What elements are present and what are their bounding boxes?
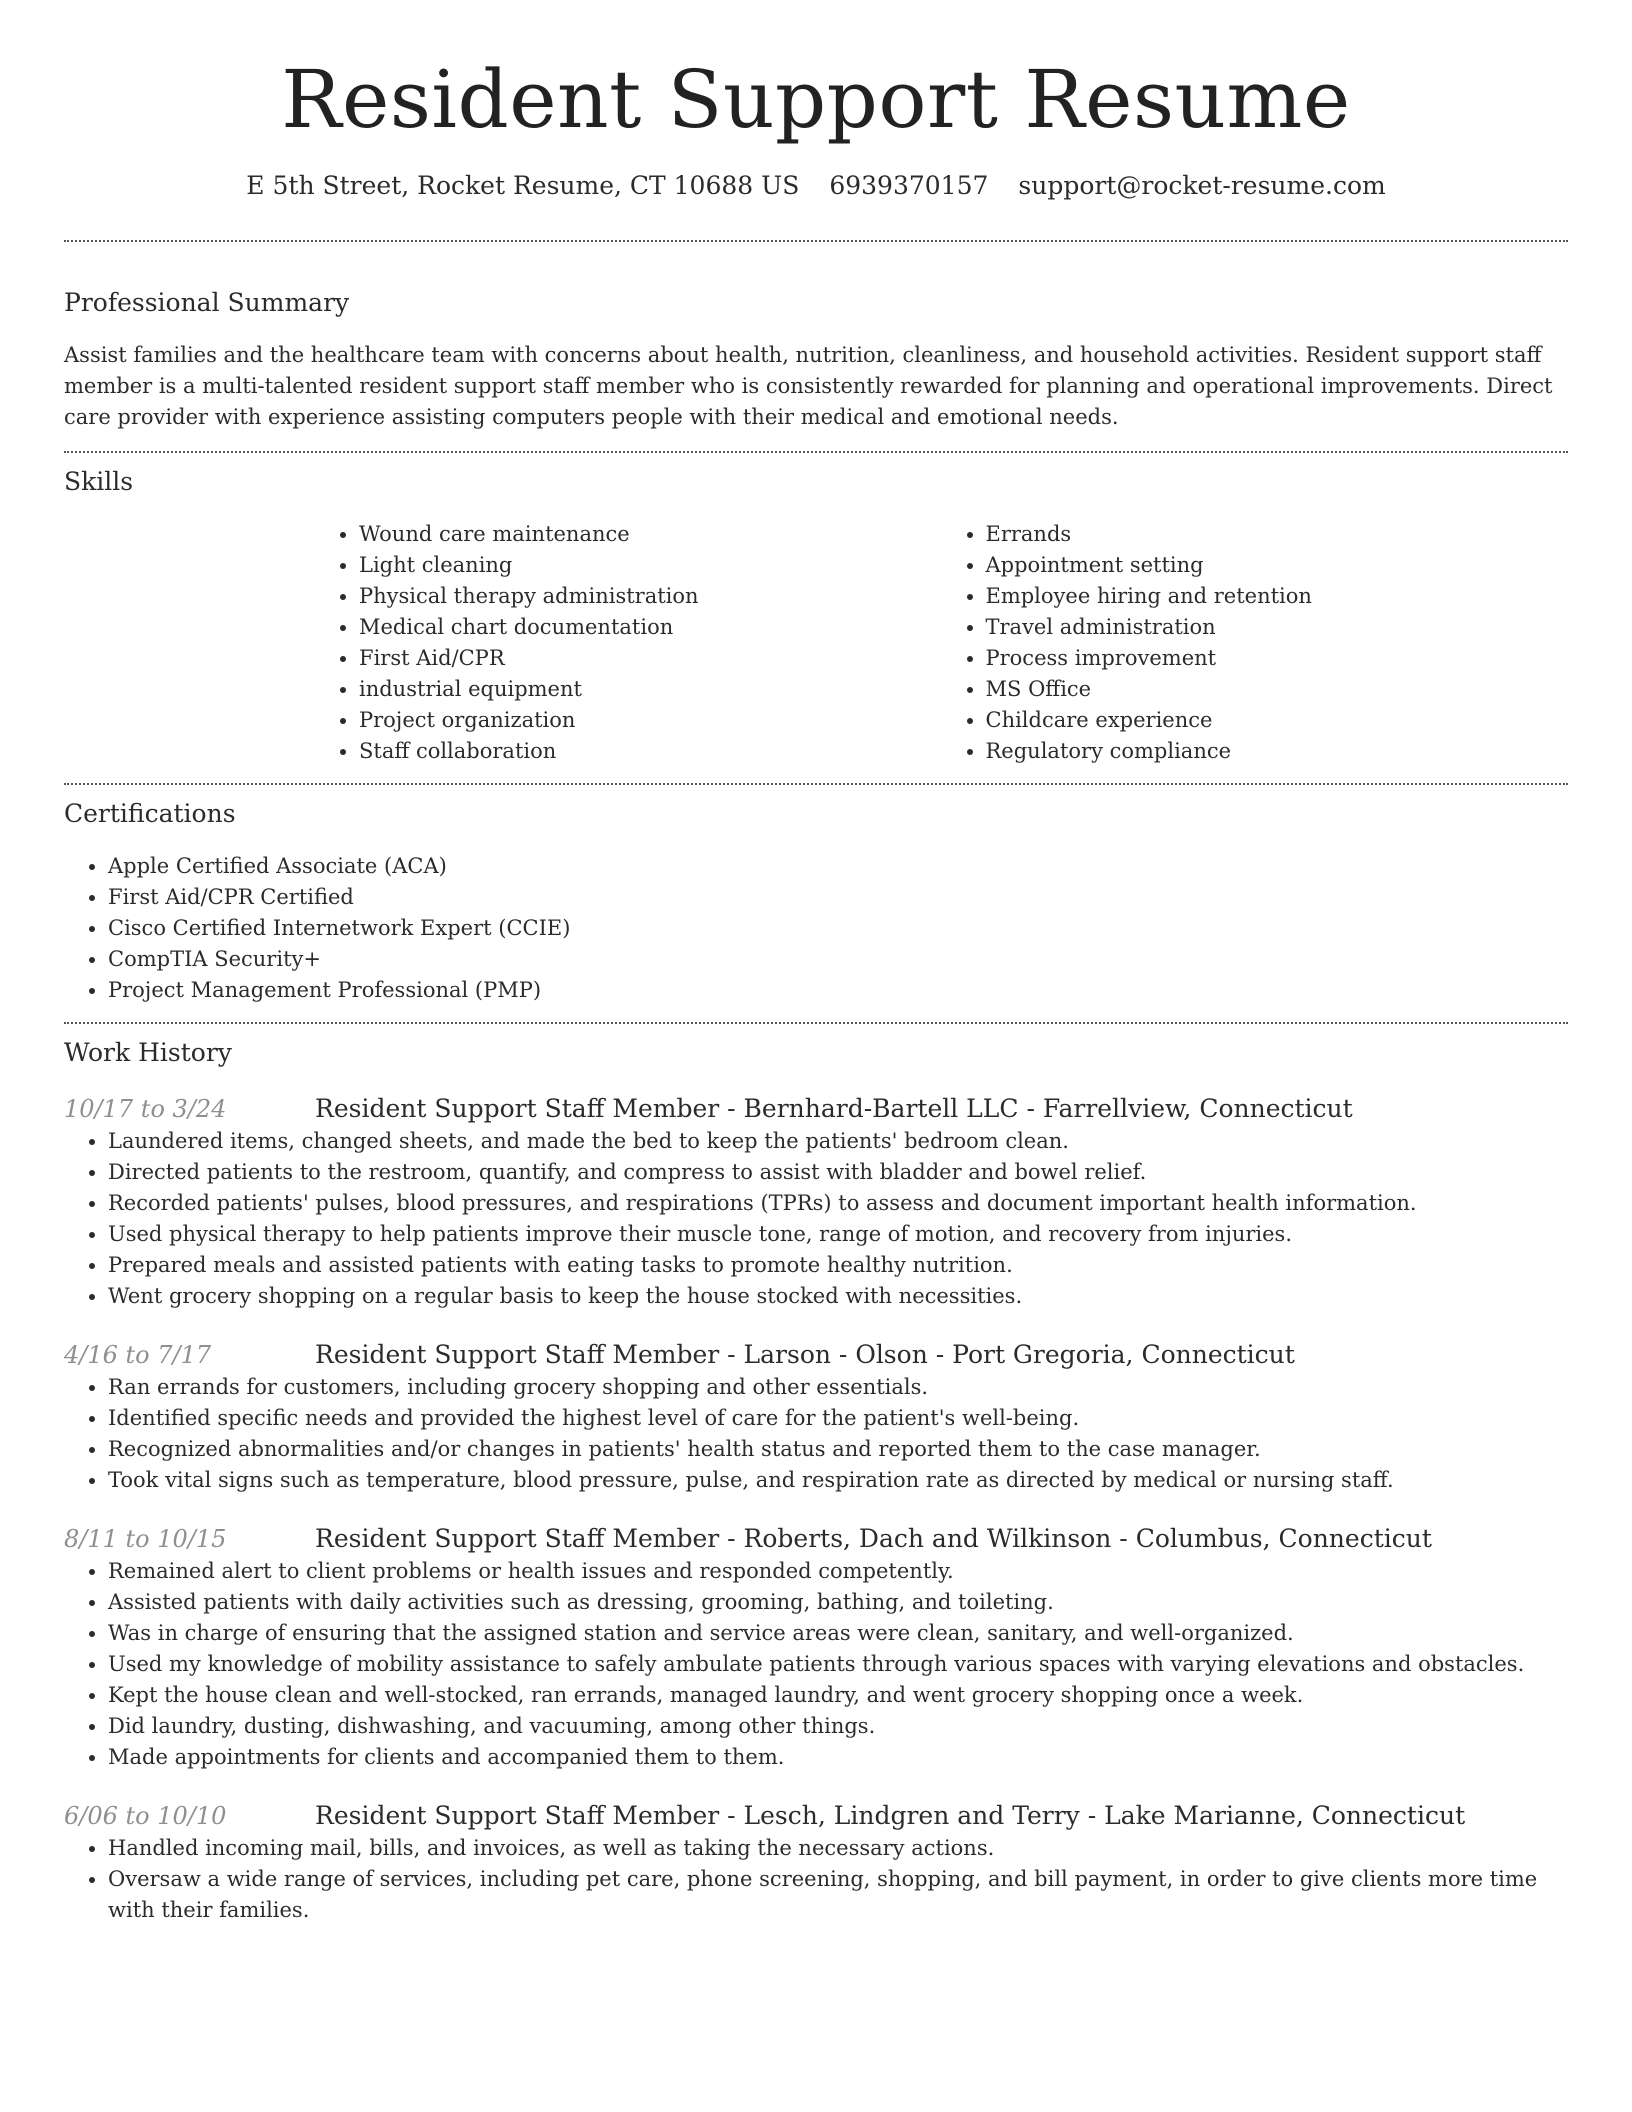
- skill-item: • Employee hiring and retention: [986, 581, 1569, 612]
- job-title: Resident Support Staff Member - Larson - Olson - Port Gregoria, Connecticut: [315, 1340, 1295, 1369]
- skill-item: • Wound care maintenance: [359, 519, 942, 550]
- contact-line: [64, 168, 1568, 204]
- summary-text: Assist families and the healthcare team with concerns about health, nutrition, cleanliness, and household activities. Resident support staff member is a multi-talented resident support staff member who is consistently rewarded for planning and operational improvements. Direct care provider with experience assisting computers people with their medical and emotional needs.: [64, 343, 1553, 429]
- job-title: Resident Support Staff Member - Bernhard-Bartell LLC - Farrellview, Connecticut: [315, 1094, 1353, 1123]
- skill-item: • Childcare experience: [986, 705, 1569, 736]
- job-bullet: • Oversaw a wide range of services, including pet care, phone screening, shopping, and bill payment, in order to give clients more time with their families.: [108, 1864, 1568, 1926]
- job-bullet: • Took vital signs such as temperature, blood pressure, pulse, and respiration rate as directed by medical or nursing staff.: [108, 1465, 1568, 1496]
- job-bullet: • Identified specific needs and provided the highest level of care for the patient's well-being.: [108, 1403, 1568, 1434]
- job-header: [64, 1799, 1568, 1833]
- certification-item: • First Aid/CPR Certified: [108, 882, 1568, 913]
- certification-item: • Apple Certified Associate (ACA): [108, 851, 1568, 882]
- job-entry: [64, 1338, 1568, 1496]
- job-bullet: • Assisted patients with daily activities such as dressing, grooming, bathing, and toileting.: [108, 1587, 1568, 1618]
- certification-item: • Cisco Certified Internetwork Expert (CCIE): [108, 913, 1568, 944]
- skill-item: • Process improvement: [986, 643, 1569, 674]
- skill-item: • industrial equipment: [359, 674, 942, 705]
- resume-title: Resident Support Resume: [281, 53, 1351, 146]
- work-history-section: [64, 1024, 1568, 1926]
- contact-address: E 5th Street, Rocket Resume, CT 10688 US: [246, 171, 800, 200]
- job-bullets: [64, 1372, 1568, 1496]
- job-header: [64, 1338, 1568, 1372]
- skill-item: • Light cleaning: [359, 550, 942, 581]
- summary-section: [64, 242, 1568, 451]
- skills-heading: Skills: [64, 467, 134, 496]
- job-dates: 4/16 to 7/17: [64, 1341, 212, 1369]
- job-bullet: • Kept the house clean and well-stocked, ran errands, managed laundry, and went grocery shopping once a week.: [108, 1680, 1568, 1711]
- job-bullet: • Recognized abnormalities and/or changes in patients' health status and reported them to the case manager.: [108, 1434, 1568, 1465]
- skill-item: • Regulatory compliance: [986, 736, 1569, 767]
- job-dates: 10/17 to 3/24: [64, 1095, 227, 1123]
- job-bullets: [64, 1833, 1568, 1926]
- job-bullet: • Did laundry, dusting, dishwashing, and vacuuming, among other things.: [108, 1711, 1568, 1742]
- skills-grid: [315, 519, 1568, 783]
- skill-item: • Project organization: [359, 705, 942, 736]
- skill-item: • First Aid/CPR: [359, 643, 942, 674]
- job-bullet: • Handled incoming mail, bills, and invoices, as well as taking the necessary actions.: [108, 1833, 1568, 1864]
- contact-phone: 6939370157: [829, 171, 989, 200]
- contact-email: support@rocket-resume.com: [1018, 171, 1386, 200]
- job-header: [64, 1522, 1568, 1556]
- certification-item: • CompTIA Security+: [108, 944, 1568, 975]
- job-entry: [64, 1799, 1568, 1926]
- skills-list-left: [315, 519, 942, 767]
- certifications-section: [64, 785, 1568, 1022]
- job-bullet: • Recorded patients' pulses, blood pressures, and respirations (TPRs) to assess and document important health information.: [108, 1188, 1568, 1219]
- job-bullet: • Remained alert to client problems or health issues and responded competently.: [108, 1556, 1568, 1587]
- resume-page: [64, 0, 1568, 1952]
- job-bullet: • Made appointments for clients and accompanied them to them.: [108, 1742, 1568, 1773]
- certifications-list: [64, 851, 1568, 1022]
- job-bullet: • Went grocery shopping on a regular basis to keep the house stocked with necessities.: [108, 1281, 1568, 1312]
- job-dates: 8/11 to 10/15: [64, 1525, 227, 1553]
- skill-item: • Errands: [986, 519, 1569, 550]
- certification-item: • Project Management Professional (PMP): [108, 975, 1568, 1006]
- skill-item: • Appointment setting: [986, 550, 1569, 581]
- job-dates: 6/06 to 10/10: [64, 1802, 227, 1830]
- job-title: Resident Support Staff Member - Lesch, Lindgren and Terry - Lake Marianne, Connecticut: [315, 1801, 1466, 1830]
- summary-heading: Professional Summary: [64, 288, 350, 317]
- skills-section: [64, 453, 1568, 783]
- job-bullets: [64, 1556, 1568, 1773]
- skill-item: • Medical chart documentation: [359, 612, 942, 643]
- certifications-heading: Certifications: [64, 799, 236, 828]
- job-bullet: • Was in charge of ensuring that the assigned station and service areas were clean, sanitary, and well-organized.: [108, 1618, 1568, 1649]
- skill-item: • Travel administration: [986, 612, 1569, 643]
- skill-item: • MS Office: [986, 674, 1569, 705]
- job-bullet: • Laundered items, changed sheets, and made the bed to keep the patients' bedroom clean.: [108, 1126, 1568, 1157]
- job-bullets: [64, 1126, 1568, 1312]
- job-bullet: • Directed patients to the restroom, quantify, and compress to assist with bladder and bowel relief.: [108, 1157, 1568, 1188]
- skill-item: • Staff collaboration: [359, 736, 942, 767]
- job-entry: [64, 1092, 1568, 1312]
- job-bullet: • Prepared meals and assisted patients with eating tasks to promote healthy nutrition.: [108, 1250, 1568, 1281]
- job-bullet: • Used my knowledge of mobility assistance to safely ambulate patients through various spaces with varying elevations and obstacles.: [108, 1649, 1568, 1680]
- job-bullet: • Ran errands for customers, including grocery shopping and other essentials.: [108, 1372, 1568, 1403]
- job-entry: [64, 1522, 1568, 1773]
- skills-list-right: [942, 519, 1569, 767]
- job-title: Resident Support Staff Member - Roberts, Dach and Wilkinson - Columbus, Connecticut: [315, 1524, 1432, 1553]
- work-history-heading: Work History: [64, 1038, 232, 1067]
- job-bullet: • Used physical therapy to help patients improve their muscle tone, range of motion, and recovery from injuries.: [108, 1219, 1568, 1250]
- skill-item: • Physical therapy administration: [359, 581, 942, 612]
- job-header: [64, 1092, 1568, 1126]
